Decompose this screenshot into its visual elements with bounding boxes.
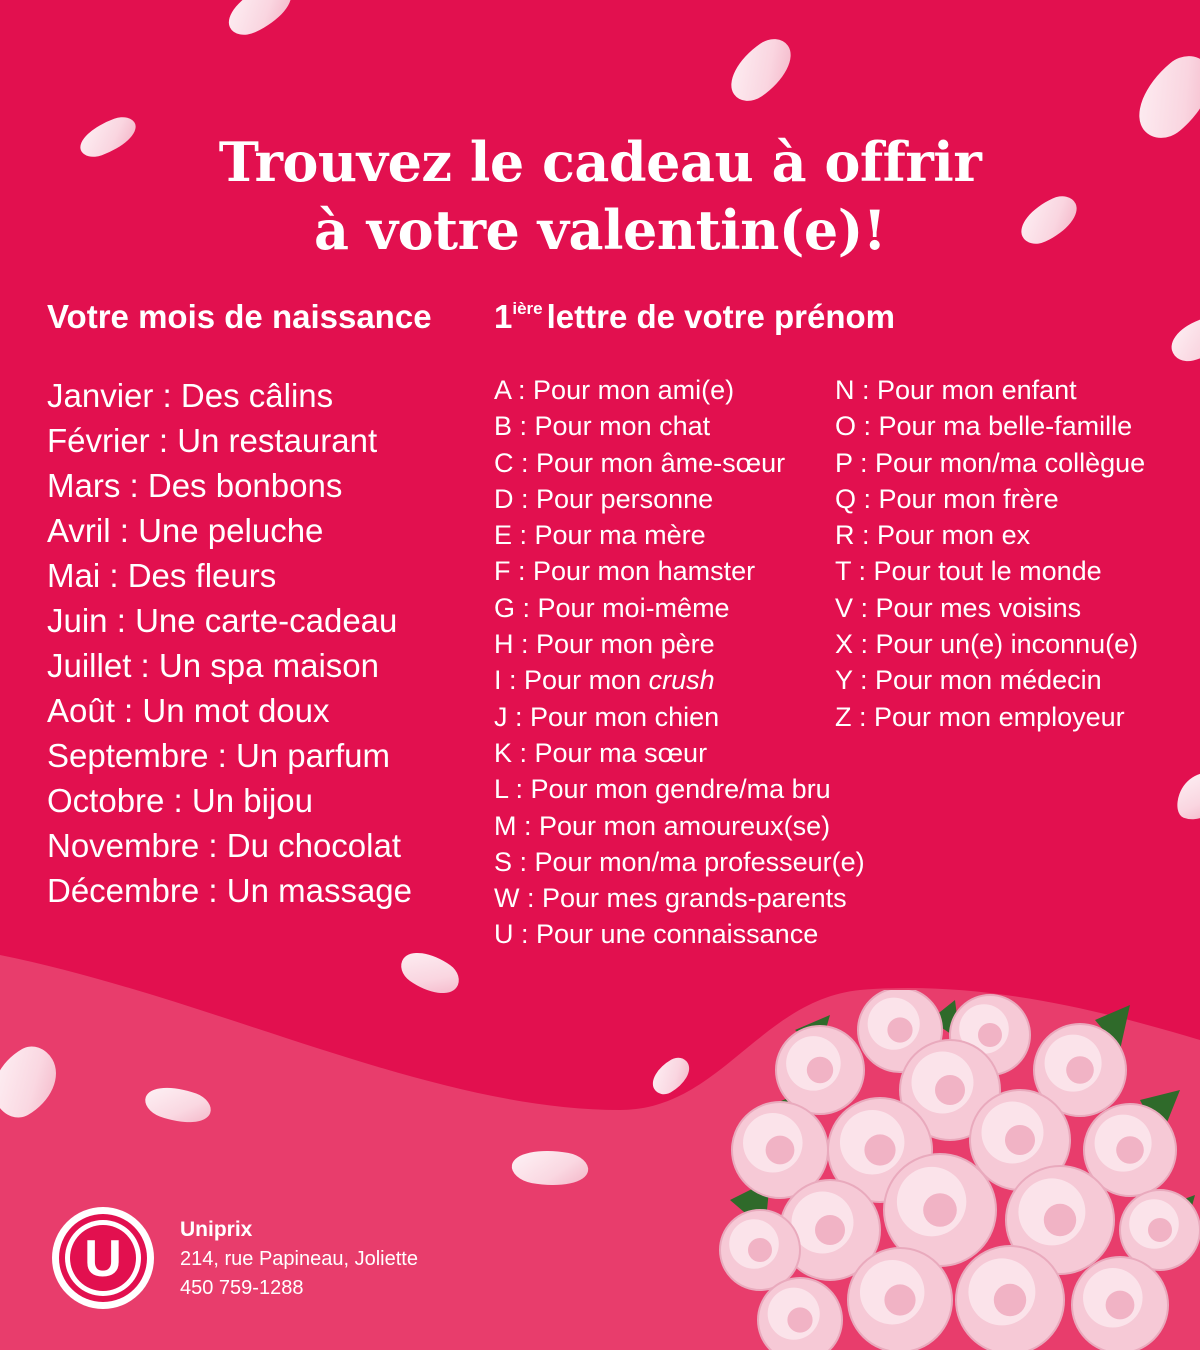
letter: F <box>494 556 511 587</box>
letter-item: D : Pour personne <box>494 483 714 514</box>
month-name: Mars <box>47 467 121 504</box>
letter: L <box>494 774 509 805</box>
letter-item: H : Pour mon père <box>494 629 715 660</box>
letter-gift: Pour une connaissance <box>536 919 819 950</box>
letter-gift: Pour un(e) inconnu(e) <box>875 629 1139 660</box>
letter-item: I : Pour mon crush <box>494 665 715 696</box>
month-item: Mai : Des fleurs <box>47 557 277 594</box>
letter: G <box>494 592 516 623</box>
letter-item: M : Pour mon amoureux(se) <box>494 810 831 841</box>
letter: D <box>494 483 514 514</box>
month-item: Juin : Une carte-cadeau <box>47 602 398 639</box>
month-name: Février <box>47 422 150 459</box>
letter-gift: Pour mon ex <box>877 520 1031 551</box>
letter: R <box>835 520 855 551</box>
letter: V <box>835 592 854 623</box>
month-gift: Un mot doux <box>142 692 330 729</box>
letters-header-text: lettre de votre prénom <box>546 298 896 335</box>
month-gift: Des bonbons <box>147 467 343 504</box>
letter: Z <box>835 701 852 732</box>
letter-item: J : Pour mon chien <box>494 701 720 732</box>
title-line-1: Trouvez le cadeau à offrir <box>218 130 982 194</box>
month-item: Août : Un mot doux <box>47 692 330 729</box>
letters-header <box>494 298 895 336</box>
letter-gift-italic: crush <box>648 665 715 696</box>
letter: I <box>494 665 502 696</box>
letter-gift: Pour mon hamster <box>533 556 756 587</box>
letters-list-left <box>494 372 865 953</box>
letter-gift: Pour mes grands-parents <box>542 883 847 914</box>
letter-item: X : Pour un(e) inconnu(e) <box>835 629 1139 660</box>
letter: E <box>494 520 513 551</box>
month-gift: Une carte-cadeau <box>135 602 398 639</box>
month-item: Février : Un restaurant <box>47 422 378 459</box>
letter-item: L : Pour mon gendre/ma bru <box>494 774 831 805</box>
uniprix-logo-icon <box>50 1205 156 1311</box>
month-gift: Un bijou <box>191 782 313 819</box>
letter-gift: Pour mon/ma professeur(e) <box>534 846 865 877</box>
page-title <box>0 128 1200 264</box>
letters-list-right <box>835 372 1145 735</box>
letter-item: Y : Pour mon médecin <box>835 665 1102 696</box>
month-item: Mars : Des bonbons <box>47 467 343 504</box>
letter: J <box>494 701 508 732</box>
logo-letter: U <box>84 1230 122 1288</box>
letter-item: O : Pour ma belle-famille <box>835 411 1133 442</box>
month-gift: Un parfum <box>235 737 391 774</box>
letter: T <box>835 556 852 587</box>
letter-gift: Pour mon gendre/ma bru <box>530 774 831 805</box>
letter-gift: Pour tout le monde <box>873 556 1102 587</box>
letter: K <box>494 737 513 768</box>
letter-item: P : Pour mon/ma collègue <box>835 447 1146 478</box>
letter-gift: Pour mon employeur <box>874 701 1125 732</box>
letter: O <box>835 411 857 442</box>
letter: H <box>494 629 514 660</box>
letter-gift: Pour mes voisins <box>875 592 1082 623</box>
month-name: Janvier <box>47 377 154 414</box>
letter-item: U : Pour une connaissance <box>494 919 819 950</box>
letter: M <box>494 810 517 841</box>
months-header: Votre mois de naissance <box>47 298 432 335</box>
month-gift: Des fleurs <box>127 557 277 594</box>
month-item: Novembre : Du chocolat <box>47 827 402 864</box>
letter: U <box>494 919 514 950</box>
letter-gift: Pour mon âme-sœur <box>536 447 786 478</box>
month-gift: Un massage <box>226 872 413 909</box>
month-name: Mai <box>47 557 101 594</box>
letter-gift: Pour mon enfant <box>877 375 1077 405</box>
letter-gift: Pour mon chat <box>534 411 711 442</box>
letter-gift: Pour mon amoureux(se) <box>539 810 831 841</box>
month-item: Décembre : Un massage <box>47 872 413 909</box>
month-item: Octobre : Un bijou <box>47 782 313 819</box>
letter: Y <box>835 665 853 696</box>
store-address: 214, rue Papineau, Joliette <box>180 1248 418 1270</box>
month-name: Août <box>47 692 115 729</box>
months-list <box>47 373 412 913</box>
month-item: Septembre : Un parfum <box>47 737 391 774</box>
store-info <box>180 1215 418 1303</box>
month-gift: Une peluche <box>138 512 324 549</box>
store-phone: 450 759-1288 <box>180 1277 304 1299</box>
letter: Q <box>835 483 857 514</box>
letter: X <box>835 629 854 660</box>
letter-item: K : Pour ma sœur <box>494 737 708 768</box>
month-name: Décembre <box>47 872 200 909</box>
month-gift: Des câlins <box>180 377 334 414</box>
letter-gift: Pour ma mère <box>534 520 706 551</box>
letter-item: G : Pour moi-même <box>494 592 730 623</box>
letters-header-number: 1 <box>494 298 513 335</box>
letter-item: T : Pour tout le monde <box>835 556 1102 587</box>
month-name: Avril <box>47 512 111 549</box>
letter-item: N : Pour mon enfant <box>835 375 1077 405</box>
letter-item: Z : Pour mon employeur <box>835 701 1125 732</box>
letter: S <box>494 846 513 877</box>
month-name: Novembre <box>47 827 200 864</box>
month-name: Septembre <box>47 737 209 774</box>
letter-gift: Pour ma sœur <box>534 737 708 768</box>
letter-item: S : Pour mon/ma professeur(e) <box>494 846 865 877</box>
title-line-2: à votre valentin(e)! <box>313 198 887 262</box>
letter-gift: Pour moi-même <box>537 592 730 623</box>
month-gift: Du chocolat <box>226 827 402 864</box>
letter-gift: Pour mon/ma collègue <box>875 447 1146 478</box>
month-name: Juin <box>47 602 108 639</box>
letter-item: A : Pour mon ami(e) <box>494 375 735 405</box>
peony-bouquet-icon <box>700 990 1200 1350</box>
month-gift: Un spa maison <box>158 647 379 684</box>
letter: N <box>835 375 855 405</box>
letter-item: F : Pour mon hamster <box>494 556 756 587</box>
month-item: Juillet : Un spa maison <box>47 647 379 684</box>
month-gift: Un restaurant <box>177 422 378 459</box>
letter-gift: Pour mon frère <box>878 483 1059 514</box>
month-item: Janvier : Des câlins <box>47 377 334 414</box>
letter: W <box>494 883 520 914</box>
letter-item: R : Pour mon ex <box>835 520 1031 551</box>
letter-gift: Pour mon père <box>536 629 715 660</box>
letter-item: W : Pour mes grands-parents <box>494 883 847 914</box>
month-name: Octobre <box>47 782 165 819</box>
letter: P <box>835 447 853 478</box>
letter: B <box>494 411 513 442</box>
letter: C <box>494 447 514 478</box>
store-name: Uniprix <box>180 1218 253 1241</box>
letter-gift: Pour mon chien <box>530 701 720 732</box>
month-name: Juillet <box>47 647 132 684</box>
letter-gift: Pour personne <box>536 483 714 514</box>
month-item: Avril : Une peluche <box>47 512 324 549</box>
letter-item: V : Pour mes voisins <box>835 592 1082 623</box>
letter-gift: Pour ma belle-famille <box>878 411 1133 442</box>
letter-item: C : Pour mon âme-sœur <box>494 447 786 478</box>
letter-gift: Pour mon <box>524 665 642 696</box>
letter-gift: Pour mon médecin <box>875 665 1102 696</box>
letter: A <box>494 375 511 405</box>
letter-item: B : Pour mon chat <box>494 411 711 442</box>
letter-item: E : Pour ma mère <box>494 520 706 551</box>
letter-gift: Pour mon ami(e) <box>533 375 735 405</box>
letters-header-superscript: ière <box>512 299 543 318</box>
letter-item: Q : Pour mon frère <box>835 483 1059 514</box>
